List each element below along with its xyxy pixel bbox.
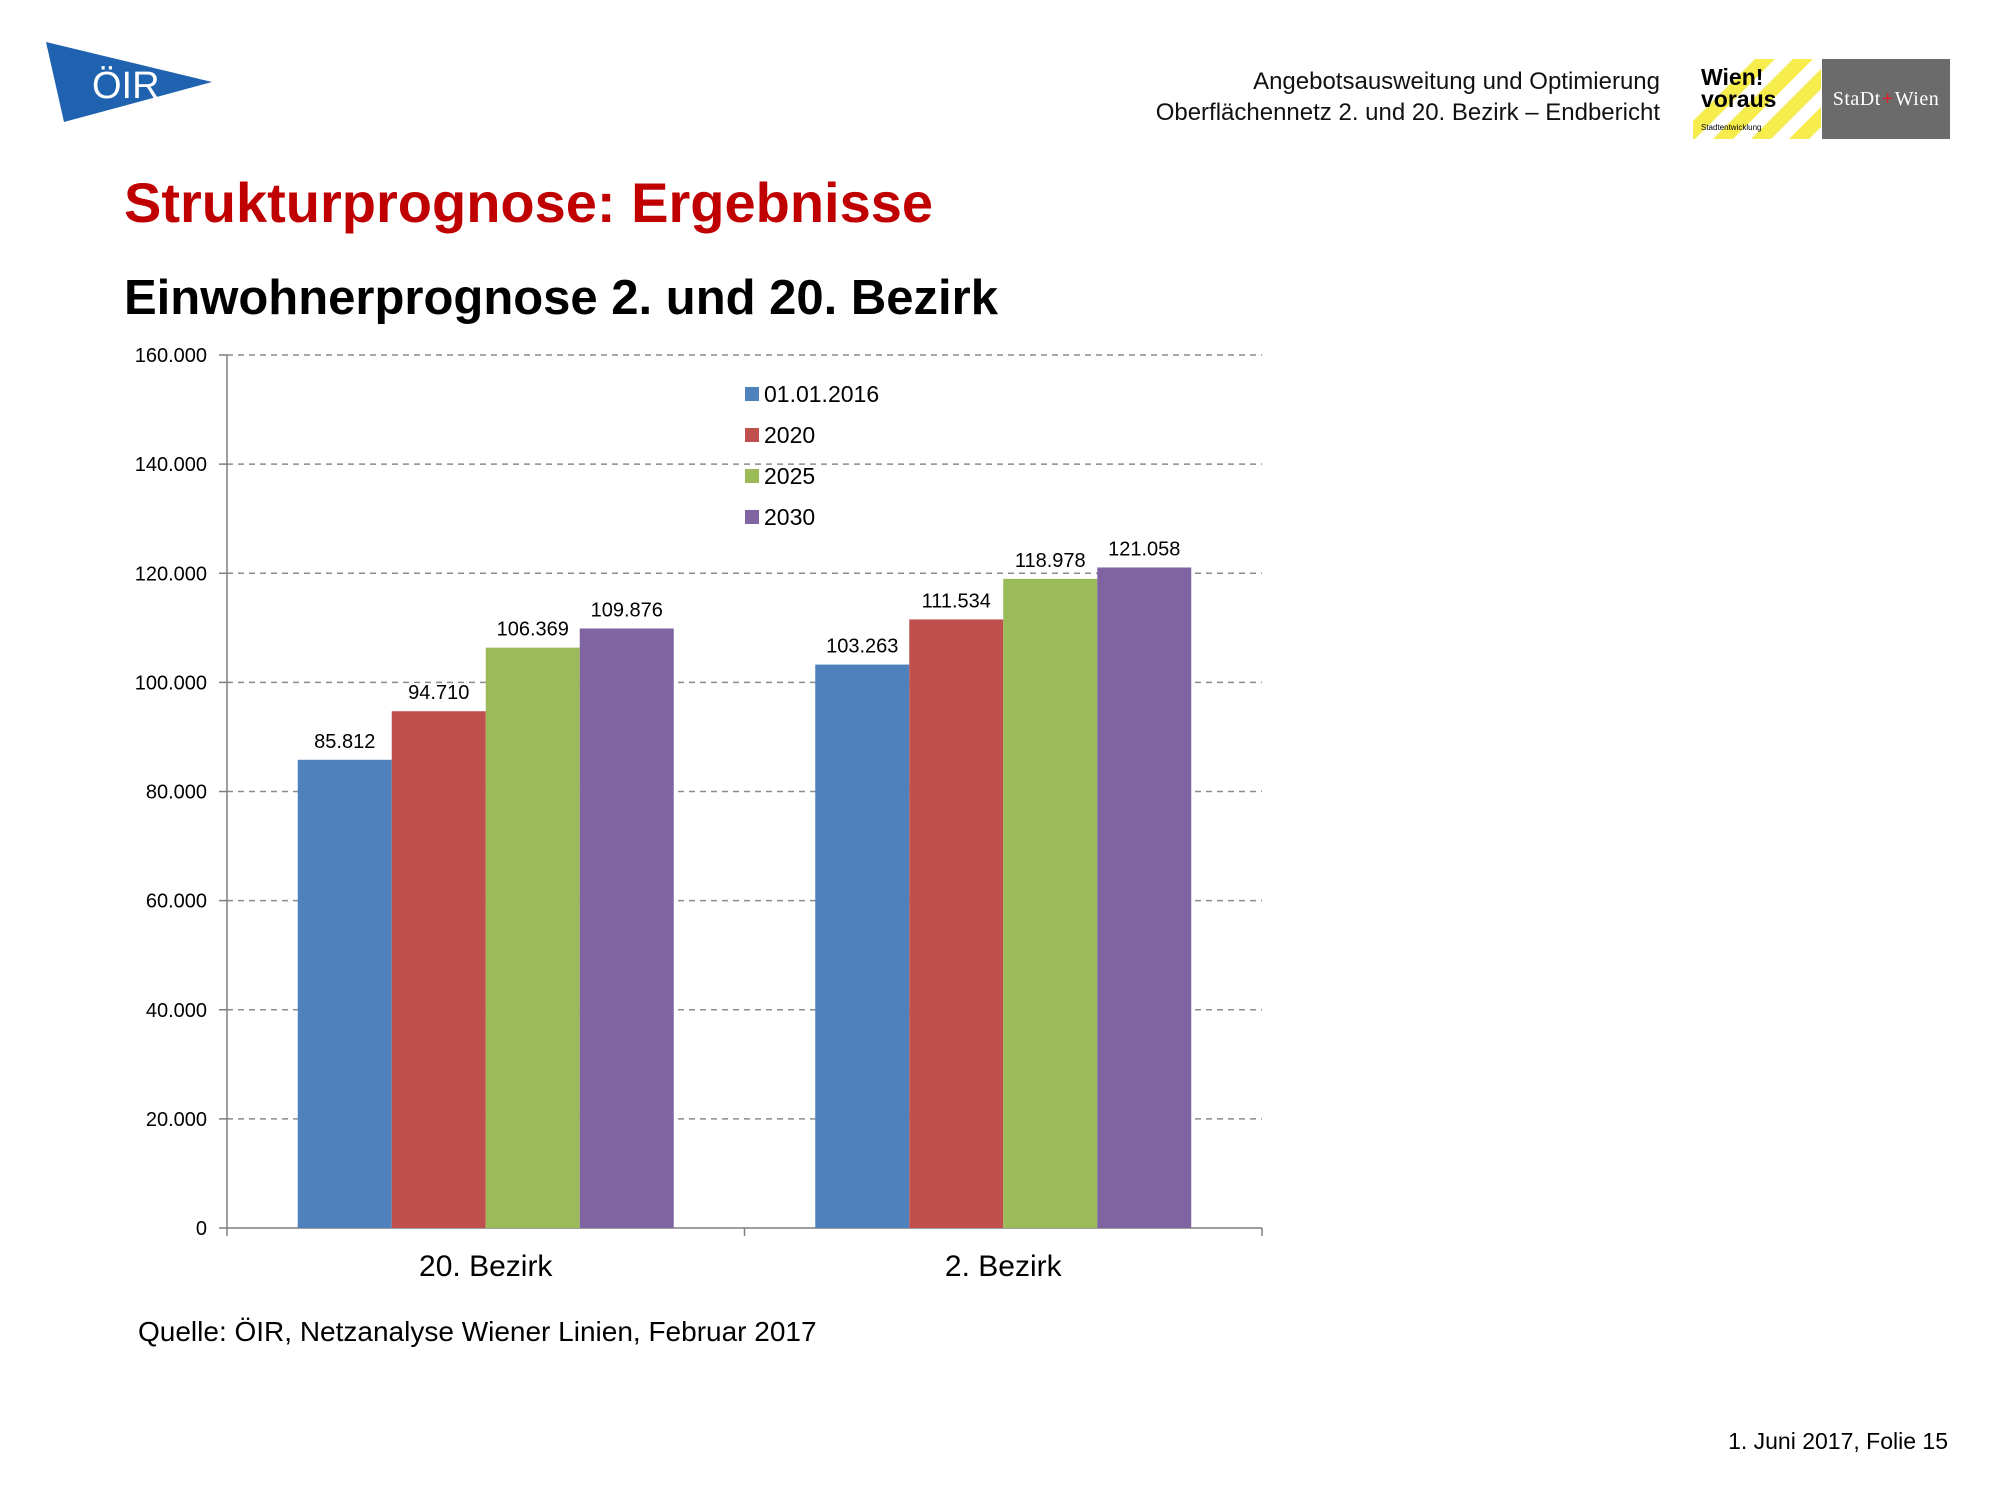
slide-title: Strukturprognose: Ergebnisse [124, 171, 934, 234]
data-label: 121.058 [1108, 538, 1181, 561]
wien-logo-line2: voraus [1701, 86, 1777, 112]
legend-label: 01.01.2016 [764, 381, 880, 407]
legend-label: 2030 [764, 504, 816, 530]
x-category-label: 20. Bezirk [419, 1250, 553, 1283]
y-tick-label: 160.000 [134, 345, 207, 367]
data-label: 109.876 [590, 599, 663, 622]
bar-2020-2 [909, 619, 1003, 1228]
bar-01-01-2016-1 [298, 760, 392, 1228]
legend-swatch [745, 469, 759, 483]
y-tick-label: 40.000 [145, 999, 207, 1022]
bar-2025-1 [486, 648, 580, 1228]
chart-subtitle: Einwohnerprognose 2. und 20. Bezirk [124, 271, 998, 325]
data-label: 85.812 [314, 730, 376, 753]
legend-swatch [745, 428, 759, 442]
slide-footer: 1. Juni 2017, Folie 15 [1728, 1428, 1948, 1454]
wien-logo-line3: Stadtentwicklung [1701, 123, 1762, 132]
bar-2020-1 [392, 711, 486, 1228]
stadt-wien-cross-icon: + [1881, 87, 1894, 110]
legend-label: 2020 [764, 422, 816, 448]
legend-swatch [745, 387, 759, 401]
data-label: 111.534 [921, 590, 991, 613]
y-tick-label: 140.000 [134, 454, 207, 477]
bar-2030-2 [1097, 567, 1191, 1228]
legend-label: 2025 [764, 463, 816, 489]
x-category-label: 2. Bezirk [944, 1250, 1062, 1283]
data-label: 94.710 [408, 682, 470, 705]
y-tick-label: 120.000 [134, 563, 207, 586]
y-tick-label: 80.000 [145, 781, 207, 804]
stadt-wien-logo-left: StaDt [1832, 87, 1881, 110]
data-label: 103.263 [826, 635, 899, 658]
bar-2030-1 [580, 628, 674, 1228]
chart-legend [745, 381, 879, 530]
y-tick-label: 0 [195, 1218, 207, 1240]
source-note: Quelle: ÖIR, Netzanalyse Wiener Linien, Februar 2017 [138, 1316, 817, 1347]
oir-logo-text: ÖIR [92, 65, 160, 107]
report-header-line1: Angebotsausweitung und Optimierung [1253, 68, 1660, 95]
legend-swatch [745, 510, 759, 524]
y-tick-label: 20.000 [145, 1108, 207, 1131]
wien-logo-line1: Wien! [1701, 64, 1764, 90]
data-label: 118.978 [1014, 549, 1086, 572]
y-tick-label: 100.000 [134, 672, 207, 695]
chart-bars [298, 567, 1192, 1228]
y-tick-label: 60.000 [145, 890, 207, 913]
report-header-line2: Oberflächennetz 2. und 20. Bezirk – Endbericht [1155, 99, 1660, 126]
bar-2025-2 [1003, 579, 1097, 1228]
bar-01-01-2016-2 [815, 665, 909, 1228]
data-label: 106.369 [496, 618, 569, 641]
stadt-wien-logo-right: Wien [1894, 87, 1940, 110]
